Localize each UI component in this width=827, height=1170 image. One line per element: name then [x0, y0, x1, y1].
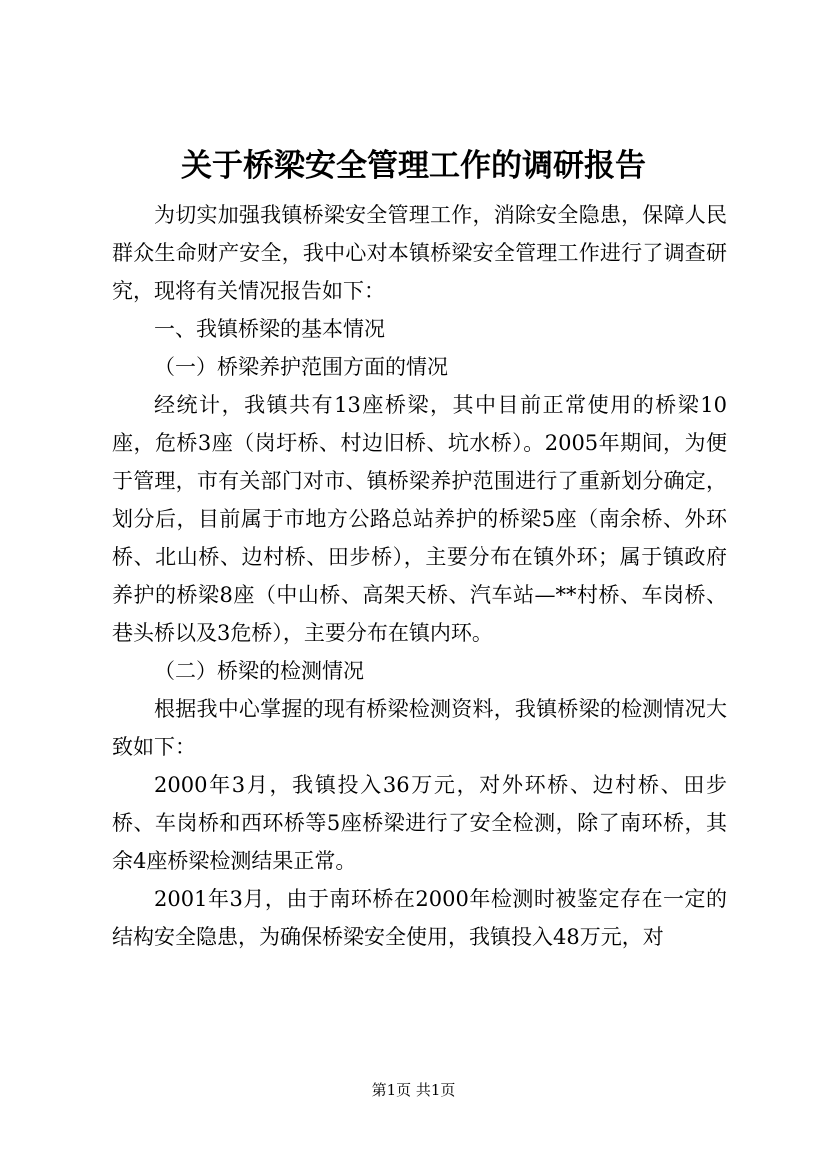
document-body	[112, 196, 727, 956]
subsection-heading-1: （一）桥梁养护范围方面的情况	[154, 355, 448, 379]
paragraph-intro: 为切实加强我镇桥梁安全管理工作，消除安全隐患，保障人民群众生命财产安全，我中心对本镇桥梁安全管理工作进行了调查研究，现将有关情况报告如下：	[112, 203, 727, 303]
page-footer: 第1页 共1页	[371, 1081, 456, 1099]
paragraph-statistics: 经统计，我镇共有13座桥梁，其中目前正常使用的桥梁10座，危桥3座（岗圩桥、村边旧桥、坑水桥）。2005年期间，为便于管理，市有关部门对市、镇桥梁养护范围进行了重新划分确定，划分后，目前属于市地方公路总站养护的桥梁5座（南余桥、外环桥、北山桥、边村桥、田步桥），主要分布在镇外环；属于镇政府养护的桥梁8座（中山桥、高架天桥、汽车站—**村桥、车岗桥、巷头桥以及3危桥），主要分布在镇内环。	[112, 393, 727, 645]
document-title: 关于桥梁安全管理工作的调研报告	[181, 148, 646, 184]
paragraph-inspection-intro: 根据我中心掌握的现有桥梁检测资料，我镇桥梁的检测情况大致如下：	[112, 697, 727, 759]
paragraph-2000: 2000年3月，我镇投入36万元，对外环桥、边村桥、田步桥、车岗桥和西环桥等5座桥梁进行了安全检测，除了南环桥，其余4座桥梁检测结果正常。	[112, 773, 727, 873]
subsection-heading-2: （二）桥梁的检测情况	[154, 659, 364, 683]
section-heading-1: 一、我镇桥梁的基本情况	[154, 317, 385, 341]
paragraph-2001: 2001年3月，由于南环桥在2000年检测时被鉴定存在一定的结构安全隐患，为确保桥梁安全使用，我镇投入48万元，对	[112, 887, 727, 949]
